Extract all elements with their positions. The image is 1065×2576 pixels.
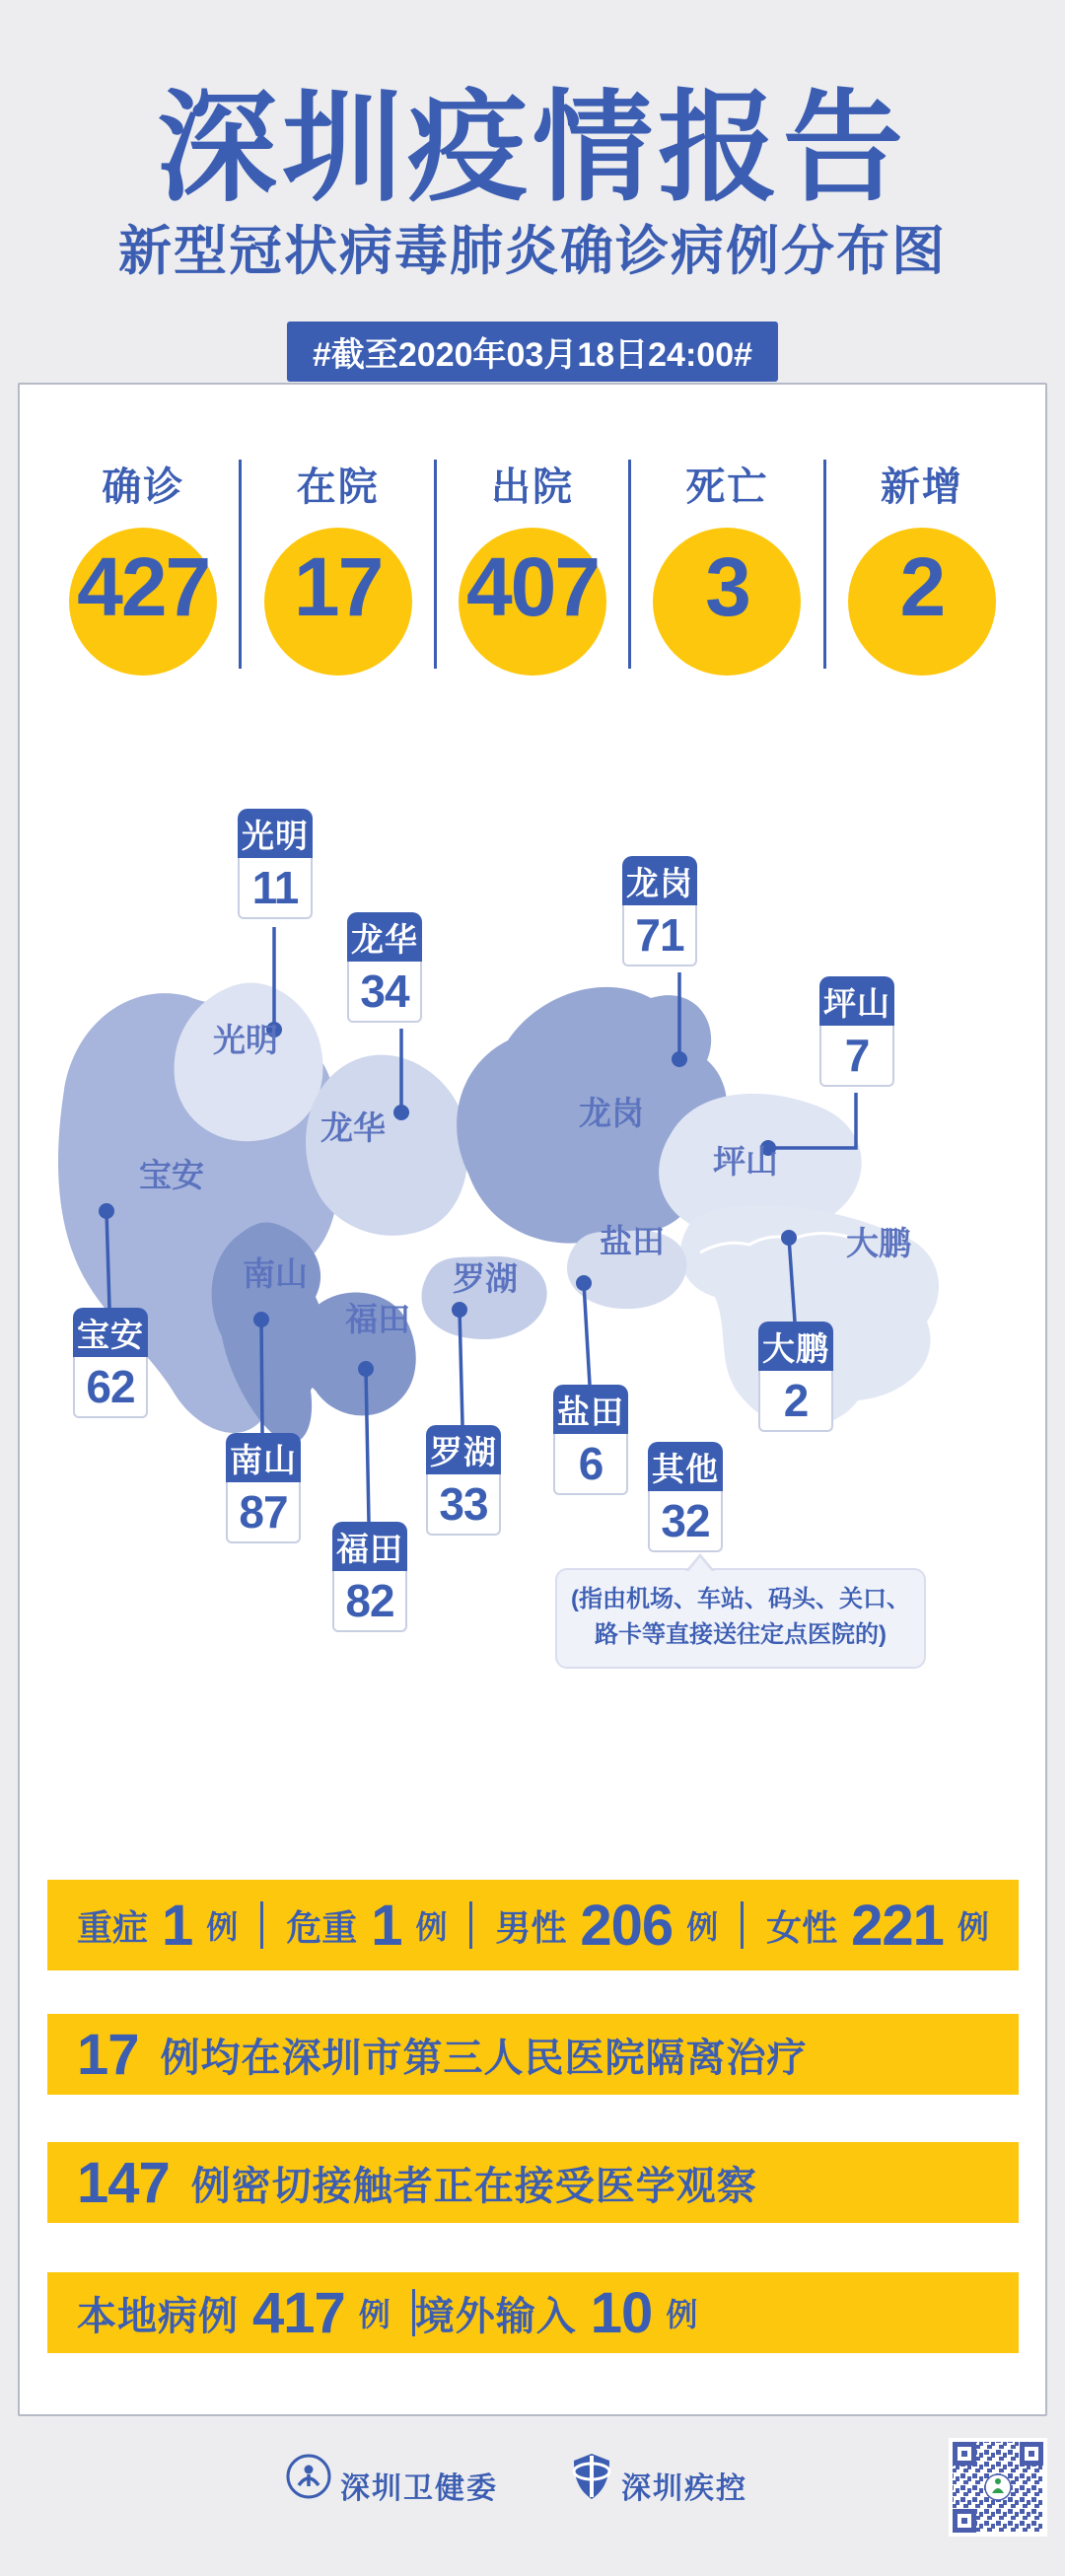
hospital-isolation-bar (47, 2014, 1019, 2095)
district-tag-name: 龙华 (347, 912, 422, 962)
segment-label: 境外输入 (414, 2294, 577, 2338)
stat-value: 17 (293, 539, 383, 633)
map-label-luohu: 罗湖 (453, 1260, 518, 1297)
segment-unit: 例 (206, 1909, 239, 1945)
segment-value: 417 (252, 2280, 345, 2345)
cdc-shield-icon (570, 2452, 613, 2501)
segment-unit: 例 (415, 1909, 448, 1945)
district-tag-name: 坪山 (819, 976, 894, 1026)
imported-cases-segment (415, 2280, 698, 2346)
segment-label: 危重 (286, 1906, 358, 1948)
district-tag-nanshan (226, 1433, 301, 1543)
stats-row (47, 456, 1018, 676)
callout-dot-dapeng (781, 1230, 797, 1246)
callout-dot-nanshan (253, 1312, 269, 1327)
district-tag-value: 11 (238, 858, 313, 919)
footer-org-cdc: 深圳疾控 (621, 2472, 747, 2505)
callout-dot-longgang (672, 1051, 687, 1067)
stat-deaths (631, 456, 822, 676)
map-label-pingshan: 坪山 (713, 1143, 778, 1180)
district-tag-name: 其他 (648, 1442, 723, 1491)
bar-divider (260, 1901, 263, 1949)
segment-label: 女性 (766, 1906, 838, 1948)
district-tag-yantian (553, 1385, 628, 1495)
stat-value: 2 (899, 539, 945, 633)
qr-code (949, 2438, 1047, 2537)
district-tag-name: 大鹏 (758, 1322, 833, 1371)
page-subtitle: 新型冠状病毒肺炎确诊病例分布图 (118, 222, 947, 281)
male-segment (495, 1893, 718, 1959)
district-tag-value: 62 (73, 1357, 148, 1418)
district-tag-name: 南山 (226, 1433, 301, 1482)
callout-dot-futian (358, 1361, 374, 1377)
health-commission-seal-icon (286, 2454, 331, 2499)
segment-value: 1 (162, 1893, 193, 1958)
stat-discharged (437, 456, 628, 676)
stat-circle (69, 528, 217, 676)
district-tag-name: 福田 (332, 1522, 407, 1571)
stat-in-hospital (242, 456, 433, 676)
map-label-nanshan: 南山 (243, 1255, 308, 1292)
severe-segment (77, 1893, 238, 1959)
stat-label: 在院 (296, 465, 380, 509)
segment-unit: 例 (358, 2297, 390, 2332)
local-cases-segment (77, 2280, 390, 2346)
note-line-1: (指由机场、车站、码头、关口、 (571, 1586, 910, 1612)
segment-value: 221 (851, 1893, 944, 1958)
stat-value: 427 (77, 539, 210, 633)
district-tag-futian (332, 1522, 407, 1632)
stat-circle (264, 528, 412, 676)
district-tag-name: 光明 (238, 809, 313, 858)
bar-text: 例均在深圳市第三人民医院隔离治疗 (160, 2036, 808, 2080)
district-tag-value: 82 (332, 1571, 407, 1632)
district-tag-luohu (426, 1425, 501, 1536)
stat-circle (459, 528, 606, 676)
stat-new (826, 456, 1018, 676)
segment-value: 10 (590, 2280, 653, 2345)
callout-dot-longhua (393, 1105, 409, 1120)
district-tag-name: 罗湖 (426, 1425, 501, 1474)
other-cases-note (555, 1568, 926, 1669)
map-label-dapeng: 大鹏 (846, 1225, 911, 1261)
district-tag-value: 34 (347, 962, 422, 1023)
map-label-longgang: 龙岗 (579, 1095, 644, 1131)
stat-circle (848, 528, 996, 676)
district-tag-pingshan (819, 976, 894, 1087)
severity-gender-bar (47, 1880, 1019, 1970)
district-tag-value: 32 (648, 1491, 723, 1552)
map-label-longhua: 龙华 (320, 1109, 386, 1146)
medical-observation-bar (47, 2142, 1019, 2223)
district-tag-guangming (238, 809, 313, 919)
bar-divider (469, 1901, 472, 1949)
segment-unit: 例 (957, 1909, 989, 1945)
segment-value: 1 (371, 1893, 402, 1958)
stat-confirmed (47, 456, 239, 676)
stat-label: 出院 (491, 465, 575, 509)
map-label-futian: 福田 (345, 1301, 410, 1337)
district-tag-baoan (73, 1308, 148, 1418)
callout-line-nanshan (261, 1320, 262, 1433)
date-banner: #截至2020年03月18日24:00# (287, 322, 778, 382)
stat-label: 死亡 (685, 465, 769, 509)
stat-label: 新增 (880, 465, 963, 509)
district-tag-value: 7 (819, 1026, 894, 1087)
bar-value: 17 (77, 2022, 139, 2087)
bar-text: 例密切接触者正在接受医学观察 (190, 2164, 757, 2208)
note-line-2: 路卡等直接送往定点医院的) (595, 1621, 887, 1648)
district-tag-value: 87 (226, 1482, 301, 1543)
female-segment (766, 1893, 989, 1959)
stat-circle (653, 528, 801, 676)
district-tag-name: 龙岗 (622, 856, 697, 905)
district-tag-other (648, 1442, 723, 1552)
district-tag-longhua (347, 912, 422, 1023)
district-tag-longgang (622, 856, 697, 966)
segment-label: 男性 (495, 1906, 567, 1948)
bar-value: 147 (77, 2150, 170, 2215)
district-tag-value: 2 (758, 1371, 833, 1432)
callout-dot-baoan (99, 1203, 114, 1219)
district-tag-name: 盐田 (553, 1385, 628, 1434)
district-tag-value: 6 (553, 1434, 628, 1495)
map-label-baoan: 宝安 (139, 1157, 204, 1193)
stat-label: 确诊 (102, 465, 185, 509)
district-tag-value: 33 (426, 1474, 501, 1536)
map-label-guangming: 光明 (213, 1022, 278, 1058)
district-tag-value: 71 (622, 905, 697, 966)
bar-divider (741, 1901, 744, 1949)
segment-unit: 例 (686, 1909, 719, 1945)
callout-dot-yantian (576, 1275, 592, 1291)
stat-value: 3 (705, 539, 749, 633)
segment-unit: 例 (666, 2297, 698, 2332)
footer-org-health-commission: 深圳卫健委 (340, 2472, 498, 2505)
segment-label: 重症 (77, 1906, 149, 1948)
callout-dot-luohu (452, 1302, 467, 1318)
critical-segment (286, 1893, 447, 1959)
page-title: 深圳疫情报告 (157, 81, 908, 215)
district-tag-dapeng (758, 1322, 833, 1432)
district-tag-name: 宝安 (73, 1308, 148, 1357)
segment-label: 本地病例 (77, 2294, 239, 2338)
segment-value: 206 (580, 1893, 674, 1958)
local-imported-bar (47, 2272, 1019, 2353)
stat-value: 407 (465, 539, 600, 633)
map-label-yantian: 盐田 (600, 1223, 665, 1259)
